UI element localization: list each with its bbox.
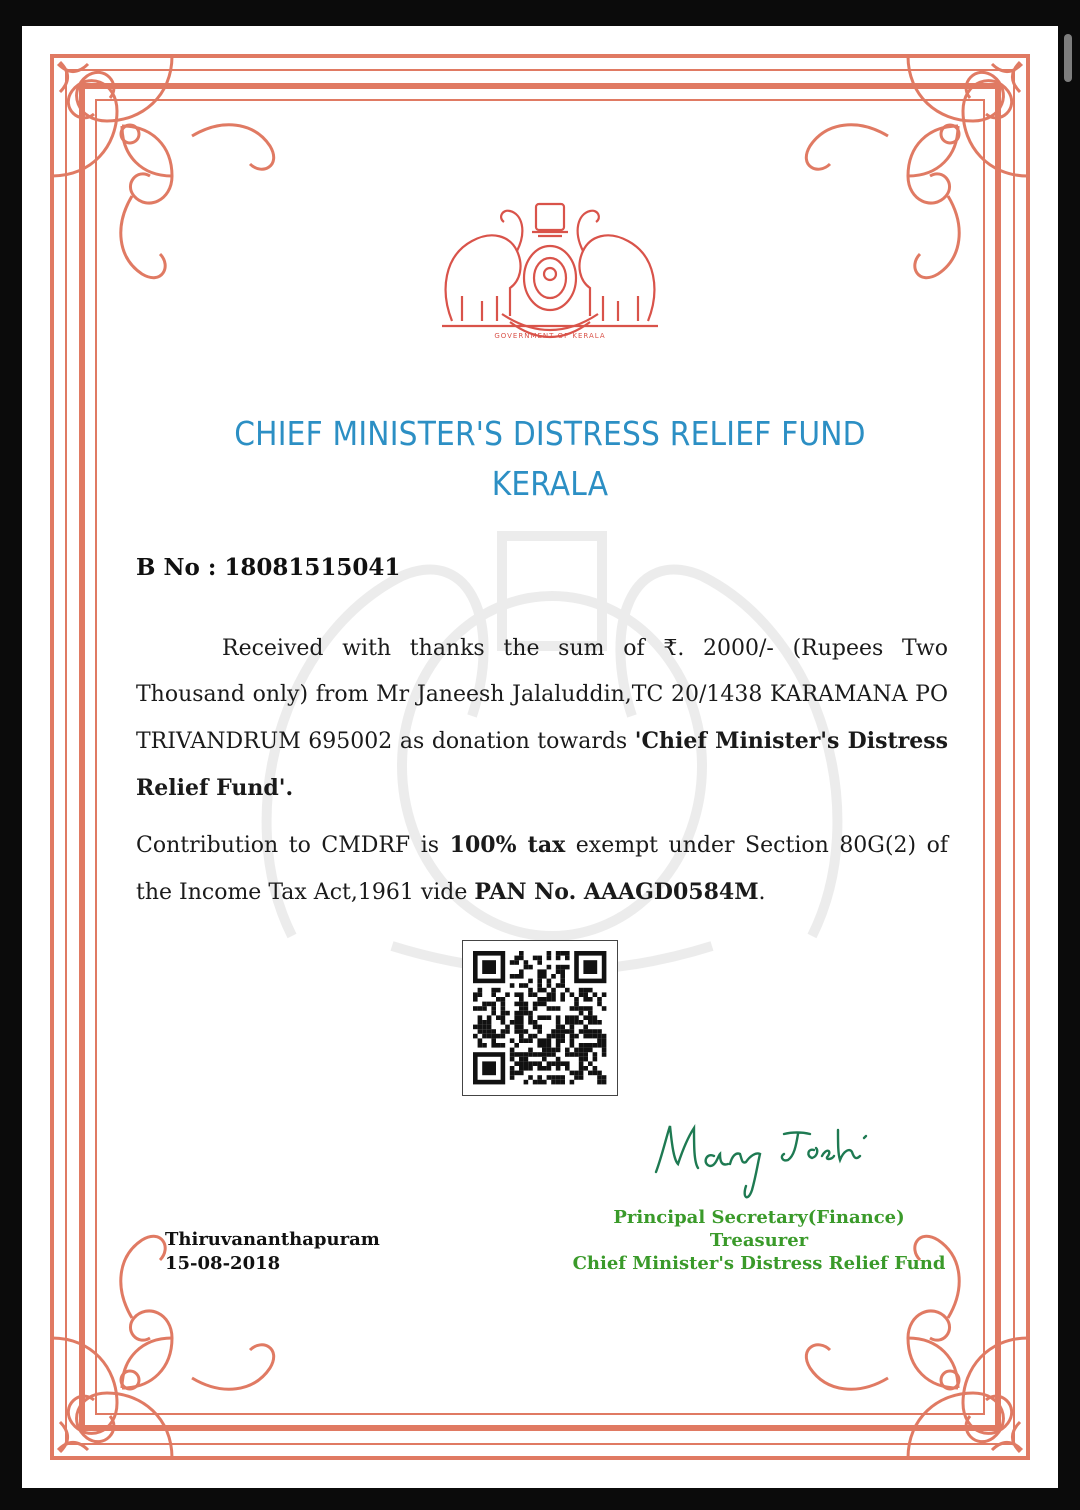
place-date-block — [165, 1228, 380, 1276]
receipt-paragraph — [136, 626, 948, 812]
handwritten-signature — [652, 1116, 882, 1206]
tax-text-part2: exempt under Section 80G(2) of the Income Tax Act,1961 vide — [136, 833, 948, 905]
receipt-text: Received with thanks the sum of ₹. 2000/- (Rupees Two Thousand only) from Mr Janeesh Jalaluddin,TC 20/1438 KARAMANA PO TRIVANDRUM 695002 as donation towards — [136, 636, 948, 754]
tax-text-end: . — [758, 880, 766, 905]
receipt-page — [22, 26, 1058, 1488]
tax-exempt-bold: 100% tax — [449, 832, 566, 858]
signatory-block — [562, 1206, 956, 1275]
fund-name-bold: 'Chief Minister's Distress Relief Fund'. — [136, 728, 948, 801]
qr-code — [462, 940, 618, 1096]
emblem-seal-text: GOVERNMENT OF KERALA — [494, 332, 606, 340]
fund-title: CHIEF MINISTER'S DISTRESS RELIEF FUND — [234, 414, 866, 453]
state-title: KERALA — [491, 464, 609, 503]
scrollbar-thumb[interactable] — [1064, 34, 1072, 82]
bill-number: B No : 18081515041 — [136, 554, 401, 581]
qr-code-pattern — [463, 941, 617, 1095]
pan-number: PAN No. AAAGD0584M — [474, 879, 759, 905]
tax-text-part1: Contribution to CMDRF is — [136, 833, 450, 858]
signatory-role: Treasurer — [709, 1230, 809, 1251]
signatory-org: Chief Minister's Distress Relief Fund — [572, 1253, 946, 1274]
issue-date: 15-08-2018 — [165, 1253, 281, 1274]
signatory-title: Principal Secretary(Finance) — [613, 1207, 905, 1228]
state-emblem — [432, 196, 668, 346]
tax-exemption-paragraph — [136, 822, 948, 916]
place-name: Thiruvananthapuram — [165, 1229, 380, 1250]
